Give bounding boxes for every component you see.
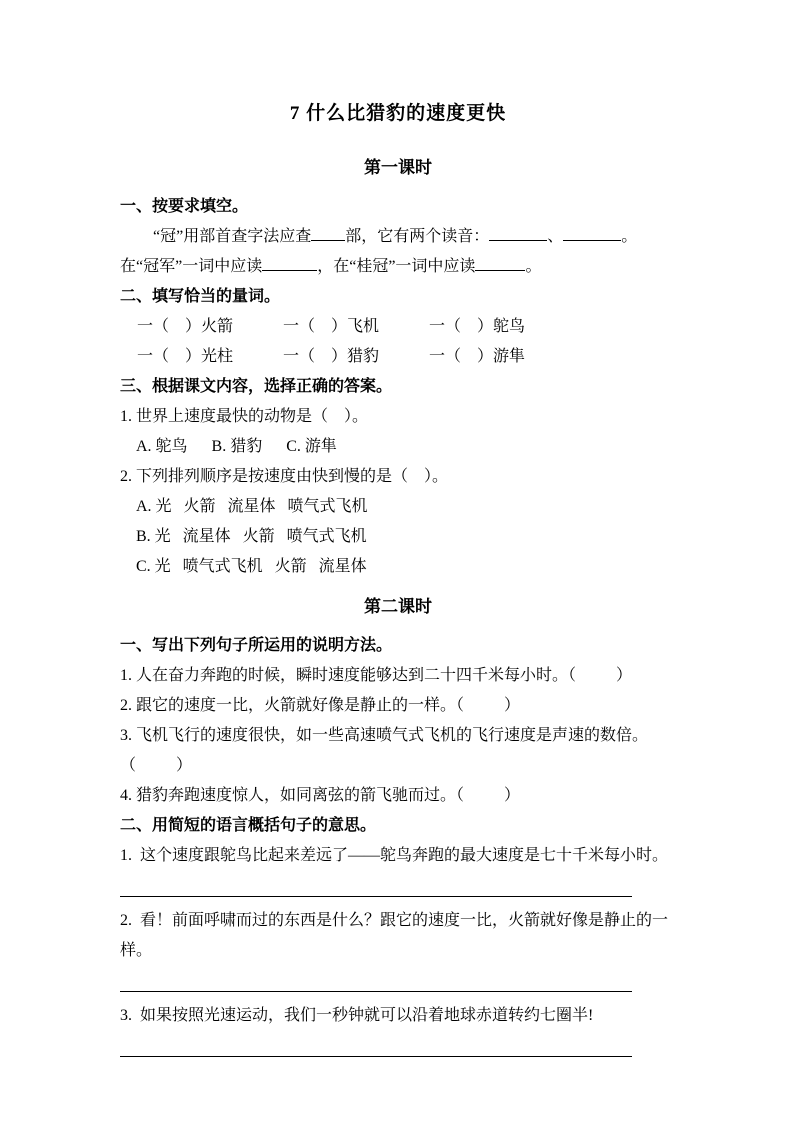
l1-sec3-question-2: 2. 下列排列顺序是按速度由快到慢的是（ ）。	[120, 468, 449, 485]
measure-word-row-1	[120, 312, 676, 342]
measure-word-item: 一（ ）游隼	[429, 348, 526, 365]
l1-sec3-question-2-option-a: A. 光 火箭 流星体 喷气式飞机	[136, 498, 368, 515]
blank-guiguan-reading	[475, 256, 525, 271]
l2-sec2-item-3: 3. 如果按照光速运动，我们一秒钟就可以沿着地球赤道转约七圈半!	[120, 1007, 594, 1024]
l2-sec2-heading: 二、用简短的语言概括句子的意思。	[120, 817, 377, 834]
l1-sec3-question-1: 1. 世界上速度最快的动物是（ ）。	[120, 408, 369, 425]
measure-word-item: 一（ ）光柱	[137, 348, 234, 365]
l1-sec1-fill-paragraph	[120, 222, 676, 282]
fill-text-3: 、	[547, 228, 564, 245]
worksheet-title: 7 什么比猎豹的速度更快	[289, 103, 507, 124]
l1-sec3-question-2-option-b: B. 光 流星体 火箭 喷气式飞机	[136, 528, 367, 545]
fill-text-1: “冠”用部首查字法应查	[153, 228, 312, 245]
answer-blank-line-3	[120, 1031, 632, 1057]
l1-sec3-heading: 三、根据课文内容，选择正确的答案。	[120, 378, 393, 395]
l1-sec3-question-2-option-c: C. 光 喷气式飞机 火箭 流星体	[136, 558, 367, 575]
lesson1-heading: 第一课时	[364, 158, 432, 177]
answer-blank-line-1	[120, 871, 632, 897]
blank-pronunciation-1	[489, 226, 547, 241]
l2-sec1-item-3-bracket: （ ）	[120, 757, 193, 774]
fill-text-4: 。在“冠军”一词中应读	[120, 228, 638, 275]
l2-sec2-item-2: 2. 看！前面呼啸而过的东西是什么？跟它的速度一比，火箭就好像是静止的一样。	[120, 912, 669, 959]
measure-word-item: 一（ ）鸵鸟	[429, 318, 526, 335]
blank-guanjun-reading	[262, 256, 317, 271]
l2-sec2-item-1: 1. 这个速度跟鸵鸟比起来差远了——鸵鸟奔跑的最大速度是七十千米每小时。	[120, 847, 669, 864]
measure-word-item: 一（ ）猎豹	[283, 348, 380, 365]
l1-sec3-question-1-options: A. 鸵鸟 B. 猎豹 C. 游隼	[136, 438, 337, 455]
l1-sec1-heading: 一、按要求填空。	[120, 198, 249, 215]
blank-radical	[311, 226, 345, 241]
measure-word-item: 一（ ）飞机	[283, 318, 380, 335]
l2-sec1-item-1: 1. 人在奋力奔跑的时候，瞬时速度能够达到二十四千米每小时。（ ）	[120, 667, 633, 684]
l2-sec1-item-4: 4. 猎豹奔跑速度惊人，如同离弦的箭飞驰而过。（ ）	[120, 787, 521, 804]
l2-sec1-item-2: 2. 跟它的速度一比，火箭就好像是静止的一样。（ ）	[120, 697, 521, 714]
blank-pronunciation-2	[563, 226, 621, 241]
lesson2-heading: 第二课时	[364, 597, 432, 616]
l2-sec1-heading: 一、写出下列句子所运用的说明方法。	[120, 637, 393, 654]
l1-sec2-heading: 二、填写恰当的量词。	[120, 288, 281, 305]
measure-word-row-2	[120, 342, 676, 372]
fill-text-5: ，在“桂冠”一词中应读	[317, 258, 476, 275]
measure-word-item: 一（ ）火箭	[137, 318, 234, 335]
fill-text-6: 。	[525, 258, 542, 275]
l2-sec1-item-3: 3. 飞机飞行的速度很快，如一些高速喷气式飞机的飞行速度是声速的数倍。	[120, 727, 649, 744]
fill-text-2: 部，它有两个读音：	[345, 228, 490, 245]
answer-blank-line-2	[120, 966, 632, 992]
